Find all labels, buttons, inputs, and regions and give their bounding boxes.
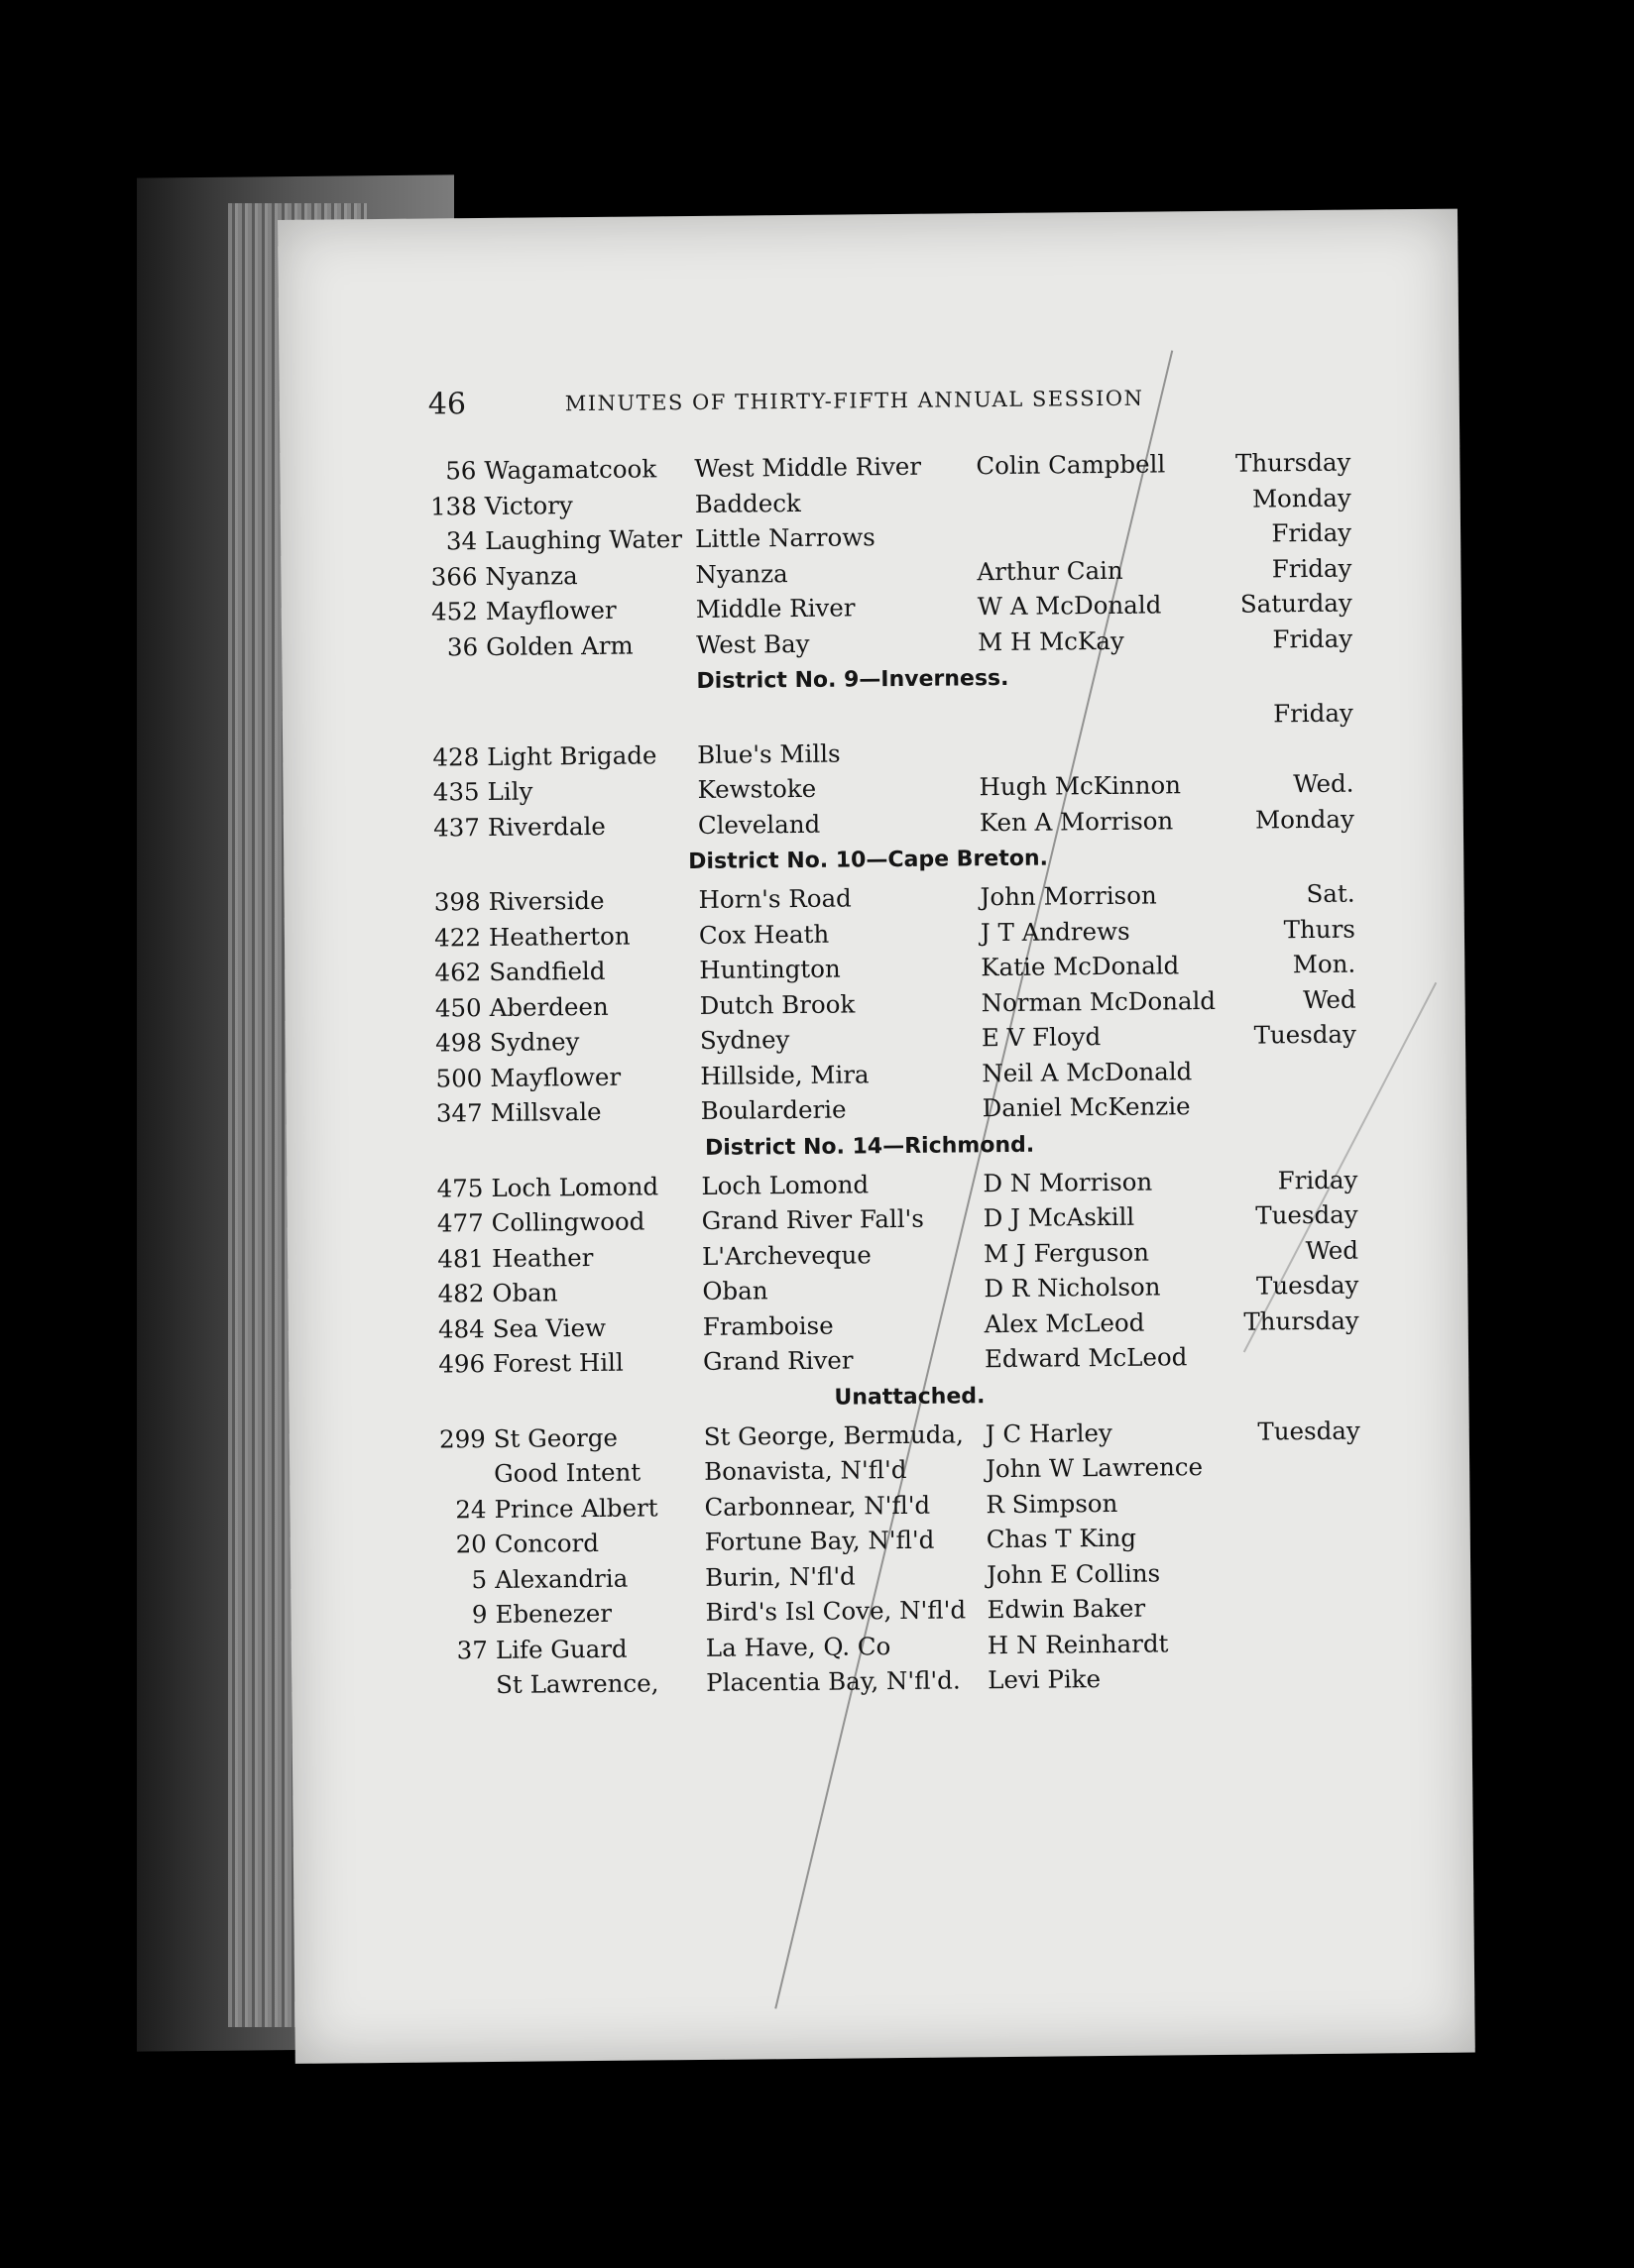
lodge-secretary: John E Collins xyxy=(987,1558,1161,1589)
lodge-number: 24 xyxy=(455,1494,487,1524)
meeting-night: Thursday xyxy=(1243,1305,1359,1336)
district-title: District No. 10—Cape Breton. xyxy=(688,846,1049,875)
lodge-secretary: Ken A Morrison xyxy=(979,805,1174,837)
lodge-number: 56 xyxy=(445,456,477,486)
lodge-place: Placentia Bay, N'fl'd. xyxy=(706,1665,961,1697)
lodge-place: St George, Bermuda, xyxy=(703,1418,964,1451)
running-head: MINUTES OF THIRTY-FIFTH ANNUAL SESSION xyxy=(564,386,1144,416)
lodge-number: 450 xyxy=(434,992,482,1023)
lodge-name: Wagamatcook xyxy=(484,454,657,486)
lodge-place: Blue's Mills xyxy=(697,738,841,769)
meeting-night: Friday xyxy=(1272,698,1353,729)
lodge-secretary: Hugh McKinnon xyxy=(979,770,1182,802)
lodge-number: 398 xyxy=(433,887,481,917)
lodge-number: 477 xyxy=(436,1208,484,1238)
lodge-secretary: D R Nicholson xyxy=(984,1272,1161,1304)
meeting-night: Friday xyxy=(1271,553,1352,583)
lodge-name: Ebenezer xyxy=(495,1598,613,1629)
lodge-secretary: D J McAskill xyxy=(983,1201,1135,1233)
meeting-night: Friday xyxy=(1277,1165,1358,1194)
meeting-night: Monday xyxy=(1251,483,1351,513)
lodge-number: 484 xyxy=(437,1313,485,1343)
lodge-name: Mayflower xyxy=(490,1062,622,1092)
lodge-list xyxy=(428,448,1362,1706)
lodge-name: Laughing Water xyxy=(484,524,683,556)
lodge-number: 138 xyxy=(429,491,477,521)
lodge-secretary: Edward McLeod xyxy=(984,1342,1188,1374)
lodge-name: Forest Hill xyxy=(492,1347,624,1378)
lodge-place: Baddeck xyxy=(694,488,801,518)
lodge-number: 37 xyxy=(456,1635,488,1664)
lodge-place: Burin, N'fl'd xyxy=(705,1560,856,1592)
lodge-place: West Middle River xyxy=(694,451,922,483)
lodge-row xyxy=(440,1662,1362,1706)
lodge-number: 34 xyxy=(445,526,478,556)
lodge-place: Grand River xyxy=(702,1345,854,1376)
lodge-secretary: H N Reinhardt xyxy=(987,1628,1169,1659)
district-title: District No. 9—Inverness. xyxy=(696,665,1009,694)
meeting-night: Thurs xyxy=(1283,914,1356,944)
book-page xyxy=(278,209,1475,2064)
lodge-number: 422 xyxy=(434,922,482,953)
lodge-number: 347 xyxy=(435,1098,483,1128)
lodge-secretary: Daniel McKenzie xyxy=(982,1091,1191,1123)
lodge-name: Loch Lomond xyxy=(491,1171,659,1202)
lodge-number: 437 xyxy=(432,812,481,843)
lodge-name: Heather xyxy=(491,1242,594,1273)
lodge-secretary: Arthur Cain xyxy=(977,555,1123,586)
lodge-name: Light Brigade xyxy=(487,739,657,771)
lodge-place: Huntington xyxy=(699,954,841,984)
lodge-secretary: John W Lawrence xyxy=(985,1452,1204,1484)
lodge-secretary: John Morrison xyxy=(980,880,1157,912)
lodge-place: Sydney xyxy=(699,1025,790,1055)
lodge-number: 475 xyxy=(436,1173,484,1203)
lodge-place: Carbonnear, N'fl'd xyxy=(704,1490,931,1522)
lodge-place: Nyanza xyxy=(695,558,788,589)
meeting-night: Mon. xyxy=(1292,949,1356,979)
page-header xyxy=(428,379,1341,431)
lodge-name: Riverside xyxy=(488,885,605,916)
meeting-night: Friday xyxy=(1272,624,1353,653)
lodge-number: 496 xyxy=(438,1349,486,1379)
lodge-place: West Bay xyxy=(695,628,810,659)
lodge-place: Little Narrows xyxy=(694,522,875,553)
lodge-number: 481 xyxy=(437,1243,485,1273)
lodge-name: Nyanza xyxy=(485,560,578,591)
lodge-name: Lily xyxy=(487,776,533,806)
meeting-night: Sat. xyxy=(1306,878,1355,909)
lodge-number: 435 xyxy=(432,777,480,807)
lodge-secretary: Alex McLeod xyxy=(984,1307,1145,1338)
lodge-number: 462 xyxy=(434,958,482,987)
meeting-night: Tuesday xyxy=(1255,1199,1358,1230)
lodge-name: Collingwood xyxy=(491,1206,645,1237)
lodge-name: St George xyxy=(493,1422,619,1453)
lodge-name: Oban xyxy=(492,1278,558,1307)
meeting-night: Tuesday xyxy=(1255,1270,1359,1301)
lodge-place: Horn's Road xyxy=(698,883,852,914)
lodge-place: Loch Lomond xyxy=(701,1169,870,1200)
meeting-night: Thursday xyxy=(1234,447,1351,478)
lodge-number: 5 xyxy=(471,1564,488,1594)
lodge-name: Sandfield xyxy=(489,956,606,986)
meeting-night: Saturday xyxy=(1239,588,1352,619)
lodge-number: 452 xyxy=(430,597,478,626)
meeting-night: Wed xyxy=(1305,1235,1359,1265)
lodge-name: Good Intent xyxy=(494,1457,642,1488)
meeting-night: Friday xyxy=(1271,517,1352,548)
page-number: 46 xyxy=(427,387,467,422)
lodge-place: Bird's Isl Cove, N'fl'd xyxy=(705,1595,967,1627)
lodge-name: Concord xyxy=(494,1528,600,1558)
meeting-night: Wed xyxy=(1303,984,1356,1014)
lodge-place: L'Archeveque xyxy=(701,1239,872,1271)
lodge-place: Framboise xyxy=(702,1310,834,1341)
lodge-name: Alexandria xyxy=(495,1563,629,1594)
lodge-place: La Have, Q. Co xyxy=(705,1631,891,1662)
lodge-name: Aberdeen xyxy=(489,991,609,1022)
lodge-number: 500 xyxy=(435,1063,483,1093)
lodge-place: Dutch Brook xyxy=(699,988,856,1020)
lodge-place: Grand River Fall's xyxy=(701,1203,925,1235)
lodge-number: 36 xyxy=(446,631,479,661)
lodge-secretary: D N Morrison xyxy=(983,1167,1153,1197)
lodge-secretary: Edwin Baker xyxy=(987,1593,1146,1625)
district-title: Unattached. xyxy=(834,1383,986,1411)
lodge-number: 498 xyxy=(435,1028,483,1058)
lodge-secretary: Colin Campbell xyxy=(976,449,1166,481)
lodge-name: Prince Albert xyxy=(494,1492,658,1524)
lodge-place: Boularderie xyxy=(700,1094,847,1125)
lodge-place: Bonavista, N'fl'd xyxy=(703,1454,907,1486)
meeting-night: Wed. xyxy=(1293,768,1354,799)
lodge-name: Sydney xyxy=(489,1027,580,1057)
lodge-place: Oban xyxy=(702,1276,768,1305)
lodge-number: 299 xyxy=(438,1423,486,1453)
lodge-secretary: Chas T King xyxy=(986,1523,1137,1554)
lodge-secretary: J T Andrews xyxy=(980,916,1130,947)
lodge-place: Cleveland xyxy=(697,809,821,840)
lodge-name: Millsvale xyxy=(490,1096,602,1127)
lodge-name: Mayflower xyxy=(485,595,617,626)
lodge-number: 482 xyxy=(437,1279,485,1308)
lodge-name: Riverdale xyxy=(487,811,606,842)
meeting-night: Monday xyxy=(1254,804,1354,835)
meeting-night: Tuesday xyxy=(1253,1019,1357,1050)
lodge-place: Kewstoke xyxy=(697,773,817,804)
lodge-number: 366 xyxy=(430,561,478,592)
lodge-place: Cox Heath xyxy=(698,919,830,950)
lodge-place: Hillside, Mira xyxy=(700,1059,870,1090)
lodge-secretary: E V Floyd xyxy=(981,1022,1102,1053)
lodge-secretary: Norman McDonald xyxy=(981,985,1217,1017)
lodge-name: Heatherton xyxy=(488,921,631,952)
meeting-night: Tuesday xyxy=(1257,1416,1360,1446)
lodge-secretary: R Simpson xyxy=(986,1488,1118,1519)
lodge-secretary: M H McKay xyxy=(977,625,1124,656)
lodge-name: St Lawrence, xyxy=(496,1668,659,1699)
lodge-secretary: Katie McDonald xyxy=(981,951,1180,982)
district-title: District No. 14—Richmond. xyxy=(704,1132,1035,1161)
lodge-name: Life Guard xyxy=(495,1634,628,1664)
lodge-secretary: M J Ferguson xyxy=(983,1237,1150,1268)
lodge-secretary: J C Harley xyxy=(985,1418,1112,1448)
lodge-number: 9 xyxy=(471,1600,488,1630)
lodge-secretary: Neil A McDonald xyxy=(982,1056,1193,1087)
lodge-secretary: Levi Pike xyxy=(988,1664,1102,1695)
lodge-number: 428 xyxy=(432,741,480,772)
lodge-name: Victory xyxy=(484,490,573,520)
lodge-name: Sea View xyxy=(492,1312,607,1343)
lodge-secretary: W A McDonald xyxy=(977,590,1162,622)
lodge-name: Golden Arm xyxy=(485,630,634,661)
lodge-place: Fortune Bay, N'fl'd xyxy=(704,1525,935,1556)
lodge-place: Middle River xyxy=(695,593,856,624)
lodge-number: 20 xyxy=(455,1530,487,1559)
